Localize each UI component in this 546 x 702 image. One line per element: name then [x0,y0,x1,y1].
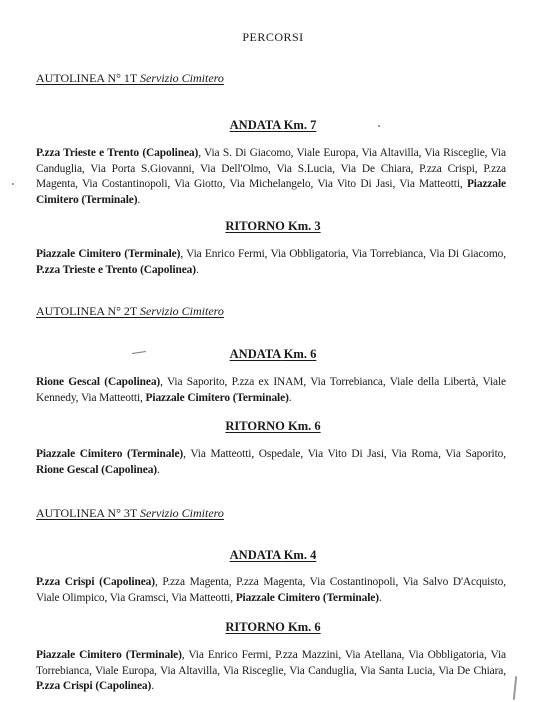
route-stops: , Via Matteotti, Ospedale, Via Vito Di Jasi, Via Roma, Via Saporito, [183,448,506,460]
distance-label: Km. 4 [283,548,317,562]
route-ritorno-2t [36,447,506,478]
route-end: Rione Gescal (Capolinea) [36,463,157,476]
route-start: Piazzale Cimitero (Terminale) [36,649,182,661]
route-end: P.zza Crispi (Capolinea) [36,680,152,692]
route-ritorno-1t [36,247,506,278]
distance-label: Km. 6 [283,347,317,361]
direction-label: RITORNO [225,219,285,233]
route-andata-2t [36,375,506,406]
route-tail: . [195,263,199,276]
route-start: Rione Gescal (Capolinea) [36,376,161,388]
distance-label: Km. 6 [288,419,321,433]
route-start: Piazzale Cimitero (Terminale) [36,448,184,460]
line-number: AUTOLINEA N° 1T [36,71,138,85]
route-start: P.zza Crispi (Capolinea) [36,576,155,588]
direction-label: RITORNO [225,620,285,634]
andata-heading-2t [0,347,546,362]
line-service: Servizio Cimitero [140,506,224,520]
route-tail: . [137,193,141,206]
route-tail: . [157,463,160,476]
route-tail: . [151,680,154,692]
direction-label: ANDATA [229,118,281,132]
direction-label: RITORNO [225,419,285,433]
route-end: Piazzale Cimitero (Terminale) [235,591,379,604]
distance-label: Km. 7 [283,118,317,132]
route-stops: , Via S. Di Giacomo, Viale Europa, Via Altavilla, Via Risceglie, Via Canduglia, Via Porta S.Giovanni, Via Dell'Olmo, Via S.Lucia, Via De Chiara, P.zza Crispi, P.zza Magenta, Via Costantinopoli, Via Giotto, Via Michelangelo, Via Vito Di Jasi, Via Matteotti, [36,147,506,190]
line-number: AUTOLINEA N° 3T [36,506,138,520]
route-ritorno-3t [36,648,506,695]
route-end: Piazzale Cimitero (Terminale) [145,391,289,404]
distance-label: Km. 3 [288,219,321,233]
route-tail: . [378,591,382,604]
direction-label: ANDATA [229,347,281,361]
andata-heading-1t [0,118,546,133]
route-stops: , P.zza Magenta, P.zza Magenta, Via Costantinopoli, Via Salvo D'Acquisto, Viale Olimpico, Via Gramsci, Via Matteotti, [36,576,506,604]
line-number: AUTOLINEA N° 2T [36,304,138,318]
ritorno-heading-2t [0,419,546,434]
route-start: Piazzale Cimitero (Terminale) [36,248,181,260]
line-heading-2t [36,304,224,319]
route-tail: . [288,391,292,404]
scan-speck [12,183,14,185]
page-title: PERCORSI [242,30,304,44]
route-stops: , Via Saporito, P.zza ex INAM, Via Torrebianca, Viale della Libertà, Viale Kennedy, Via Matteotti, [36,376,506,404]
distance-label: Km. 6 [288,620,321,634]
line-heading-3t [36,506,224,521]
ritorno-heading-3t [0,620,546,635]
route-stops: , Via Enrico Fermi, P.zza Mazzini, Via Atellana, Via Obbligatoria, Via Torrebianca, Viale Europa, Via Altavilla, Via Risceglie, Via Canduglia, Via Santa Lucia, Via De Chiara, [36,649,506,677]
route-andata-1t [36,146,506,208]
line-heading-1t [36,71,224,86]
scan-speck [378,125,380,127]
route-end: P.zza Trieste e Trento (Capolinea) [36,263,196,276]
scan-speck [513,676,517,700]
line-service: Servizio Cimitero [140,71,224,85]
route-andata-3t [36,575,506,606]
direction-label: ANDATA [229,548,281,562]
route-stops: , Via Enrico Fermi, Via Obbligatoria, Via Torrebianca, Via Di Giacomo, [180,248,506,260]
andata-heading-3t [0,548,546,563]
ritorno-heading-1t [0,219,546,234]
line-service: Servizio Cimitero [140,304,224,318]
route-end: Piazzale Cimitero (Terminale) [36,178,506,206]
route-start: P.zza Trieste e Trento (Capolinea) [36,147,199,159]
